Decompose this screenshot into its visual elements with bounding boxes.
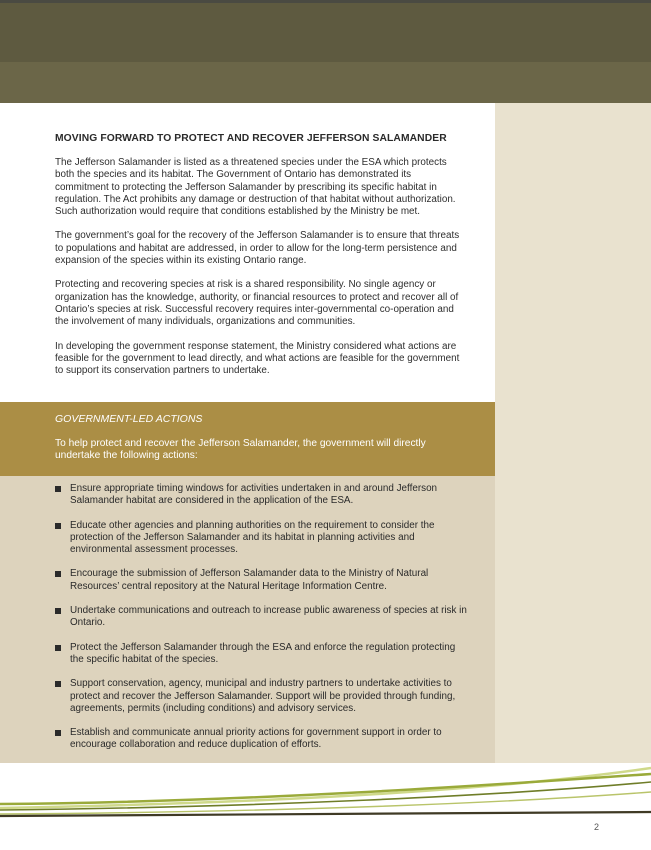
square-bullet-icon — [55, 730, 61, 736]
square-bullet-icon — [55, 681, 61, 687]
header-light-band — [0, 62, 651, 103]
action-item — [55, 520, 470, 557]
intro-paragraph: The Jefferson Salamander is listed as a threatened species under the ESA which protects both the species and its habitat. The Government of Ontario has demonstrated its commitment to protecting the Jefferson Salamander by prescribing its specific habitat in regulation. The Act prohibits any damage or destruction of that habitat without authorization. Such authorization would require that conditions established by the Ministry be met. — [55, 157, 456, 218]
action-text: Encourage the submission of Jefferson Salamander data to the Ministry of Natural Resources’ central repository at the Natural Heritage Information Centre. — [70, 568, 429, 592]
government-actions-title: GOVERNMENT-LED ACTIONS — [55, 413, 203, 425]
government-actions-lead: To help protect and recover the Jefferson Salamander, the government will directly undertake the following actions: — [55, 438, 426, 462]
action-text: Protect the Jefferson Salamander through the ESA and enforce the regulation protecting the specific habitat of the species. — [70, 641, 456, 665]
square-bullet-icon — [55, 523, 61, 529]
actions-list — [55, 483, 470, 764]
action-text: Ensure appropriate timing windows for activities undertaken in and around Jefferson Salamander habitat are considered in the application of the ESA. — [70, 483, 438, 507]
action-text: Educate other agencies and planning authorities on the requirement to consider the protection of the Jefferson Salamander and its habitat in planning activities and environmental assessment processes. — [70, 519, 435, 556]
action-item — [55, 605, 470, 630]
government-actions-header — [0, 402, 495, 476]
action-text: Undertake communications and outreach to increase public awareness of species at risk in Ontario. — [70, 605, 467, 629]
decorative-swoosh — [0, 760, 651, 820]
action-item — [55, 642, 470, 667]
square-bullet-icon — [55, 608, 61, 614]
page-number: 2 — [594, 822, 600, 832]
swoosh-line — [0, 774, 651, 804]
government-actions-body — [0, 476, 495, 763]
section-title: MOVING FORWARD TO PROTECT AND RECOVER JEFFERSON SALAMANDER — [55, 133, 447, 144]
action-text: Support conservation, agency, municipal and industry partners to undertake activities to protect and recover the Jefferson Salamander. Support will be provided through funding, agreements, permits (including conditions) and advisory services. — [70, 678, 456, 714]
action-item — [55, 678, 470, 715]
header-dark-band — [0, 3, 651, 62]
square-bullet-icon — [55, 486, 61, 492]
action-item — [55, 568, 470, 593]
right-sidebar-panel — [495, 103, 651, 763]
intro-paragraph: The government’s goal for the recovery of the Jefferson Salamander is to ensure that threats to populations and habitat are addressed, in order to allow for the long-term persistence and expansion of the species within its existing Ontario range. — [55, 230, 460, 267]
intro-paragraph: Protecting and recovering species at risk is a shared responsibility. No single agency or organization has the knowledge, authority, or financial resources to protect and recover all of Ontario’s species at risk. Successful recovery requires inter-governmental co-operation and the involvement of many individuals, organizations and communities. — [55, 279, 459, 328]
action-item — [55, 727, 470, 752]
intro-paragraph: In developing the government response statement, the Ministry considered what actions are feasible for the government to lead directly, and what actions are feasible for the government to support its conservation partners to undertake. — [55, 340, 460, 377]
intro-section — [55, 133, 467, 389]
square-bullet-icon — [55, 571, 61, 577]
action-text: Establish and communicate annual priority actions for government support in order to encourage collaboration and reduce duplication of efforts. — [70, 727, 442, 751]
square-bullet-icon — [55, 645, 61, 651]
action-item — [55, 483, 470, 508]
header-band — [0, 0, 651, 103]
